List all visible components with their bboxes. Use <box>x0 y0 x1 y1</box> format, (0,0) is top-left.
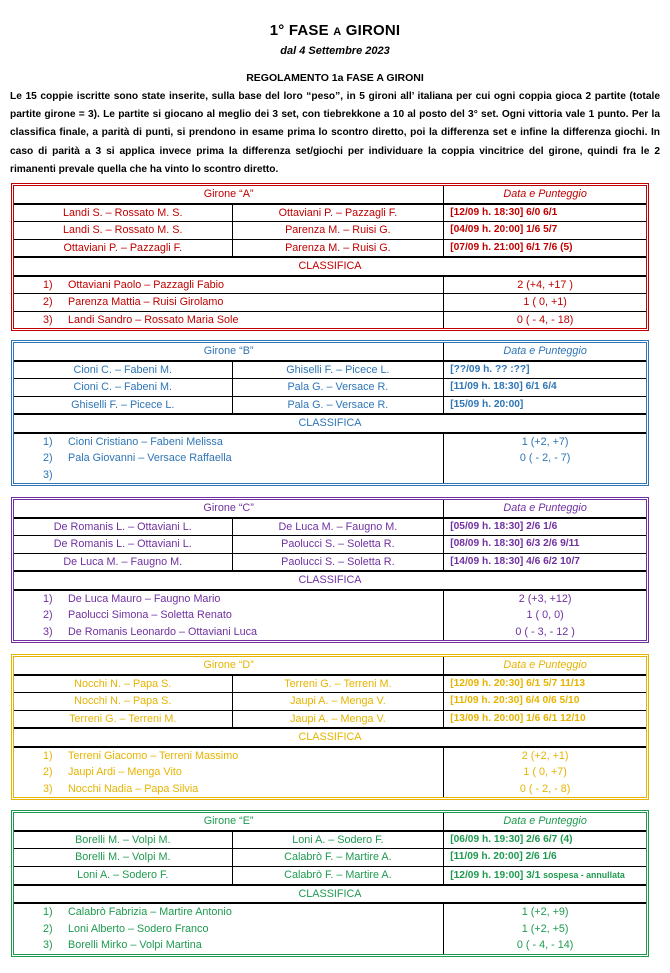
standing-row <box>14 937 646 954</box>
match-team-2: Pala G. – Versace R. <box>232 379 444 397</box>
standing-points: 1 (+2, +5) <box>444 921 646 938</box>
standing-position: 2) <box>43 922 53 935</box>
date-score-header: Data e Punteggio <box>444 813 646 831</box>
standing-team-name: Ottaviani Paolo – Pazzagli Fabio <box>68 278 225 291</box>
match-date-score: [06/09 h. 19:30] 2/6 6/7 (4) <box>450 833 573 845</box>
standing-team <box>14 450 444 467</box>
standing-points: 0 ( - 3, - 12 ) <box>444 624 646 641</box>
standing-team <box>14 624 444 641</box>
match-result <box>444 866 646 885</box>
standing-team <box>14 903 444 921</box>
standing-points: 1 ( 0, +7) <box>444 764 646 781</box>
match-date-score: [11/09 h. 18:30] 6/1 6/4 <box>450 381 557 393</box>
classifica-header: CLASSIFICA <box>14 414 646 433</box>
match-team-2: Parenza M. – Ruisi G. <box>232 222 444 240</box>
standing-position: 3) <box>43 313 53 326</box>
match-result <box>444 536 646 554</box>
standing-team <box>14 467 444 484</box>
girone-name: Girone “D” <box>14 657 444 675</box>
match-result <box>444 361 646 379</box>
match-team-1: Ottaviani P. – Pazzagli F. <box>14 239 232 257</box>
standing-points: 1 ( 0, +1) <box>444 294 646 312</box>
match-note: sospesa - annullata <box>543 869 625 880</box>
standing-points: 0 ( - 2, - 8) <box>444 781 646 798</box>
match-team-2: Ottaviani P. – Pazzagli F. <box>232 204 444 222</box>
standing-team-name: Loni Alberto – Sodero Franco <box>68 922 209 935</box>
standing-team <box>14 921 444 938</box>
match-date-score: [12/09 h. 18:30] 6/0 6/1 <box>450 206 558 218</box>
standing-row <box>14 921 646 938</box>
match-date-score: [11/09 h. 20:00] 2/6 1/6 <box>450 851 557 863</box>
match-result <box>444 553 646 571</box>
match-team-2: Calabrò F. – Martire A. <box>232 866 444 885</box>
standing-position: 2) <box>43 609 53 622</box>
match-team-1: Borelli M. – Volpi M. <box>14 849 232 867</box>
standing-team <box>14 764 444 781</box>
standing-team <box>14 607 444 624</box>
match-team-2: Terreni G. – Terreni M. <box>232 675 444 693</box>
date-score-header: Data e Punteggio <box>444 186 646 204</box>
match-date-score: [08/09 h. 18:30] 6/3 2/6 9/11 <box>450 538 580 550</box>
girone-b-table <box>11 340 649 486</box>
match-result <box>444 693 646 711</box>
standing-position: 3) <box>43 625 53 638</box>
match-row <box>14 396 646 414</box>
title-part-1: 1° FASE <box>269 22 334 39</box>
title-part-3: GIRONI <box>341 22 401 39</box>
match-row <box>14 518 646 536</box>
match-date-score: [12/09 h. 20:30] 6/1 5/7 11/13 <box>450 677 586 689</box>
match-result <box>444 849 646 867</box>
match-date-score: [05/09 h. 18:30] 2/6 1/6 <box>450 520 558 532</box>
match-row <box>14 239 646 257</box>
match-team-1: Landi S. – Rossato M. S. <box>14 222 232 240</box>
standing-team-name: Terreni Giacomo – Terreni Massimo <box>68 749 239 762</box>
regolamento-title: REGOLAMENTO 1a FASE A GIRONI <box>246 72 424 84</box>
standing-row <box>14 311 646 328</box>
standing-team-name: Borelli Mirko – Volpi Martina <box>68 939 202 952</box>
classifica-header: CLASSIFICA <box>14 257 646 276</box>
match-team-1: De Luca M. – Faugno M. <box>14 553 232 571</box>
standing-team-name: De Romanis Leonardo – Ottaviani Luca <box>68 625 258 638</box>
page-subtitle: dal 4 Settembre 2023 <box>280 45 390 57</box>
match-team-1: De Romanis L. – Ottaviani L. <box>14 536 232 554</box>
match-date-score: [??/09 h. ?? :??] <box>450 363 530 375</box>
standing-team-name: Paolucci Simona – Soletta Renato <box>68 609 232 622</box>
match-team-1: Nocchi N. – Papa S. <box>14 693 232 711</box>
standing-points: 1 (+2, +9) <box>444 903 646 921</box>
match-team-2: Loni A. – Sodero F. <box>232 831 444 849</box>
match-date-score: [14/09 h. 18:30] 4/6 6/2 10/7 <box>450 555 580 567</box>
match-date-score: [11/09 h. 20:30] 6/4 0/6 5/10 <box>450 695 580 707</box>
standing-row <box>14 294 646 312</box>
match-team-2: Parenza M. – Ruisi G. <box>232 239 444 257</box>
standing-team <box>14 311 444 328</box>
standing-team-name: Nocchi Nadia – Papa Silvia <box>68 782 199 795</box>
match-team-2: Jaupi A. – Menga V. <box>232 710 444 728</box>
match-date-score: [15/09 h. 20:00] <box>450 398 524 410</box>
date-score-header: Data e Punteggio <box>444 343 646 361</box>
regolamento-text: Le 15 coppie iscritte sono state inserite, sulla base del loro “peso”, in 5 gironi all’ italiana per cui ogni coppia gioca 2 partite (totale partite girone = 3). Le partite si giocano al meglio dei 3 set, con tiebrekkone a 10 al posto del 3° set. Ogni vittoria vale 1 punto. Per la classifica finale, a parità di punti, si prendono in esame prima lo scontro diretto, poi la differenza set e infine la differenza giochi. In caso di parità a 3 si applica invece prima la differenza set/giochi per individuare la coppia vincitrice del girone, quindi fra le 2 rimanenti prevale quella che ha vinto lo scontro diretto. <box>10 91 660 175</box>
standing-position: 2) <box>43 452 53 465</box>
standing-team <box>14 276 444 294</box>
match-team-1: Ghiselli F. – Picece L. <box>14 396 232 414</box>
match-team-2: Calabrò F. – Martire A. <box>232 849 444 867</box>
girone-name: Girone “A” <box>14 186 444 204</box>
match-row <box>14 849 646 867</box>
standing-team <box>14 590 444 608</box>
standing-position: 2) <box>43 296 53 309</box>
standing-team-name: De Luca Mauro – Faugno Mario <box>68 592 221 605</box>
standing-team <box>14 433 444 451</box>
date-score-header: Data e Punteggio <box>444 657 646 675</box>
match-row <box>14 204 646 222</box>
match-date-score: [12/09 h. 19:00] 3/1 <box>450 869 541 881</box>
standing-team-name: Parenza Mattia – Ruisi Girolamo <box>68 296 224 309</box>
match-result <box>444 831 646 849</box>
standing-row <box>14 467 646 484</box>
match-date-score: [04/09 h. 20:00] 1/6 5/7 <box>450 224 558 236</box>
match-result <box>444 396 646 414</box>
standing-points: 2 (+4, +17 ) <box>444 276 646 294</box>
match-row <box>14 866 646 885</box>
standing-team <box>14 937 444 954</box>
standing-team-name: Pala Giovanni – Versace Raffaella <box>68 452 232 465</box>
standing-position: 1) <box>43 906 53 919</box>
date-score-header: Data e Punteggio <box>444 500 646 518</box>
standing-position: 3) <box>43 939 53 952</box>
girone-a-table <box>11 183 649 331</box>
standing-team <box>14 747 444 765</box>
match-team-2: Paolucci S. – Soletta R. <box>232 536 444 554</box>
match-row <box>14 553 646 571</box>
match-result <box>444 710 646 728</box>
match-row <box>14 361 646 379</box>
standing-position: 1) <box>43 435 53 448</box>
match-team-1: Landi S. – Rossato M. S. <box>14 204 232 222</box>
match-row <box>14 831 646 849</box>
standing-team-name: Jaupi Ardi – Menga Vito <box>68 766 182 779</box>
match-date-score: [07/09 h. 21:00] 6/1 7/6 (5) <box>450 241 573 253</box>
standing-row <box>14 590 646 608</box>
standing-position: 3) <box>43 468 53 481</box>
girone-name: Girone “C” <box>14 500 444 518</box>
girone-name: Girone “E” <box>14 813 444 831</box>
match-date-score: [13/09 h. 20:00] 1/6 6/1 12/10 <box>450 712 586 724</box>
standing-position: 1) <box>43 592 53 605</box>
title-part-2: A <box>333 26 342 38</box>
match-team-1: Nocchi N. – Papa S. <box>14 675 232 693</box>
standing-row <box>14 433 646 451</box>
match-team-1: Cioni C. – Fabeni M. <box>14 379 232 397</box>
match-row <box>14 379 646 397</box>
standing-row <box>14 903 646 921</box>
match-row <box>14 675 646 693</box>
match-team-1: Loni A. – Sodero F. <box>14 866 232 885</box>
standing-team-name: Calabrò Fabrizia – Martire Antonio <box>68 906 232 919</box>
girone-c-table <box>11 497 649 643</box>
standing-position: 1) <box>43 278 53 291</box>
standing-row <box>14 276 646 294</box>
match-team-2: De Luca M. – Faugno M. <box>232 518 444 536</box>
standing-row <box>14 764 646 781</box>
girone-name: Girone “B” <box>14 343 444 361</box>
standing-team <box>14 294 444 312</box>
standing-team-name: Cioni Cristiano – Fabeni Melissa <box>68 435 223 448</box>
match-result <box>444 379 646 397</box>
standing-team-name: Landi Sandro – Rossato Maria Sole <box>68 313 239 326</box>
match-team-1: Cioni C. – Fabeni M. <box>14 361 232 379</box>
match-result <box>444 239 646 257</box>
girone-e-table <box>11 810 649 957</box>
standing-points: 2 (+3, +12) <box>444 590 646 608</box>
standing-row <box>14 624 646 641</box>
girone-d-table <box>11 654 649 800</box>
standing-position: 3) <box>43 782 53 795</box>
standing-points: 1 ( 0, 0) <box>444 607 646 624</box>
page-title <box>0 22 670 39</box>
standing-team <box>14 781 444 798</box>
match-team-1: Borelli M. – Volpi M. <box>14 831 232 849</box>
match-row <box>14 710 646 728</box>
standing-row <box>14 781 646 798</box>
standing-points: 1 (+2, +7) <box>444 433 646 451</box>
standing-row <box>14 747 646 765</box>
match-row <box>14 693 646 711</box>
match-team-2: Ghiselli F. – Picece L. <box>232 361 444 379</box>
match-team-1: Terreni G. – Terreni M. <box>14 710 232 728</box>
classifica-header: CLASSIFICA <box>14 571 646 590</box>
standing-position: 2) <box>43 766 53 779</box>
standing-points <box>444 467 646 484</box>
match-result <box>444 222 646 240</box>
match-team-2: Pala G. – Versace R. <box>232 396 444 414</box>
match-row <box>14 222 646 240</box>
match-team-2: Jaupi A. – Menga V. <box>232 693 444 711</box>
standing-position: 1) <box>43 749 53 762</box>
standing-points: 2 (+2, +1) <box>444 747 646 765</box>
classifica-header: CLASSIFICA <box>14 728 646 747</box>
match-team-2: Paolucci S. – Soletta R. <box>232 553 444 571</box>
standing-points: 0 ( - 4, - 14) <box>444 937 646 954</box>
match-row <box>14 536 646 554</box>
classifica-header: CLASSIFICA <box>14 885 646 904</box>
standing-points: 0 ( - 4, - 18) <box>444 311 646 328</box>
match-team-1: De Romanis L. – Ottaviani L. <box>14 518 232 536</box>
standing-row <box>14 450 646 467</box>
standing-points: 0 ( - 2, - 7) <box>444 450 646 467</box>
match-result <box>444 518 646 536</box>
standing-row <box>14 607 646 624</box>
match-result <box>444 675 646 693</box>
match-result <box>444 204 646 222</box>
